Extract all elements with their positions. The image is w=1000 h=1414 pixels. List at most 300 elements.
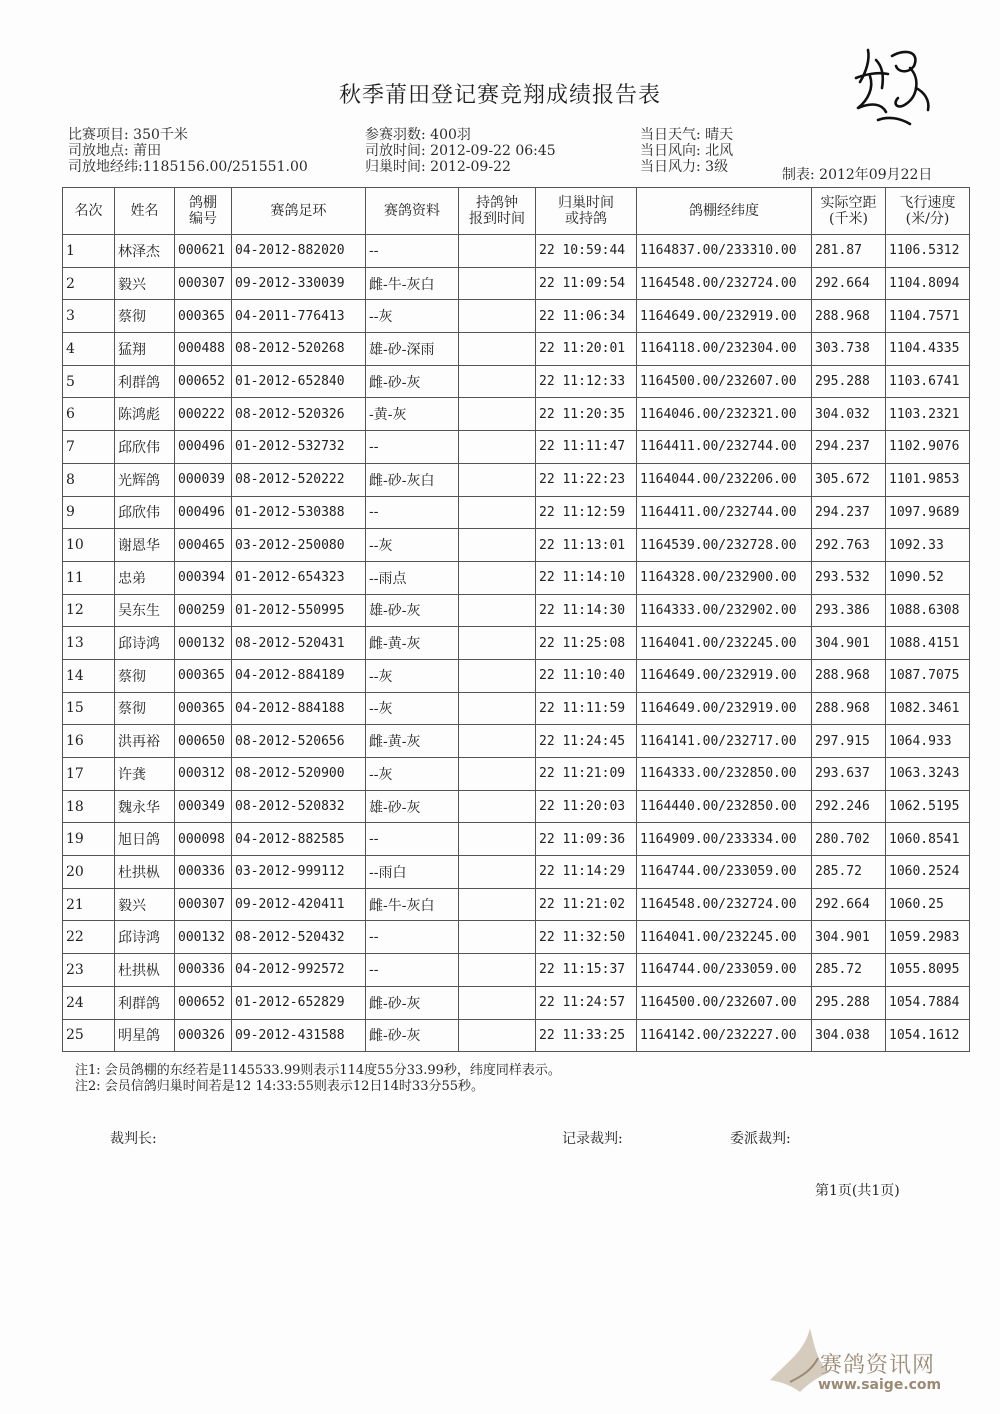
cell-distance: 304.032 [812, 398, 886, 431]
race-info-middle [365, 127, 556, 175]
cell-name: 洪再裕 [115, 725, 175, 758]
cell-rank: 14 [63, 659, 115, 692]
cell-rank: 3 [63, 300, 115, 333]
weather: 当日天气: 晴天 [640, 127, 734, 143]
cell-name: 陈鸿彪 [115, 398, 175, 431]
cell-loft-coordinates: 1164500.00/232607.00 [637, 986, 812, 1019]
cell-loft-coordinates: 1164744.00/233059.00 [637, 856, 812, 889]
cell-loft-id: 000222 [175, 398, 232, 431]
cell-ring-number: 01-2012-654323 [232, 561, 366, 594]
cell-arrival-time: 22 10:59:44 [536, 235, 637, 268]
header-clock-time-line: 持鸽钟 [476, 195, 518, 211]
cell-arrival-time: 22 11:21:09 [536, 758, 637, 791]
cell-clock-time [459, 659, 536, 692]
cell-distance: 305.672 [812, 463, 886, 496]
cell-ring-number: 08-2012-520900 [232, 758, 366, 791]
cell-pigeon-info: 雌-牛-灰白 [366, 267, 459, 300]
cell-clock-time [459, 823, 536, 856]
cell-clock-time [459, 921, 536, 954]
release-coordinates: 司放地经纬:1185156.00/251551.00 [68, 159, 308, 175]
cell-pigeon-info: --灰 [366, 758, 459, 791]
cell-rank: 22 [63, 921, 115, 954]
watermark-text: 赛鸽资讯网 [820, 1353, 936, 1378]
cell-loft-id: 000132 [175, 921, 232, 954]
cell-ring-number: 09-2012-420411 [232, 888, 366, 921]
cell-loft-coordinates: 1164333.00/232902.00 [637, 594, 812, 627]
cell-pigeon-info: 雄-砂-灰 [366, 790, 459, 823]
cell-speed: 1103.2321 [886, 398, 970, 431]
header-rank-line: 名次 [74, 203, 103, 219]
cell-ring-number: 03-2012-999112 [232, 856, 366, 889]
cell-speed: 1101.9853 [886, 463, 970, 496]
cell-arrival-time: 22 11:11:47 [536, 431, 637, 464]
cell-speed: 1064.933 [886, 725, 970, 758]
cell-ring-number: 08-2012-520832 [232, 790, 366, 823]
cell-distance: 288.968 [812, 692, 886, 725]
cell-rank: 12 [63, 594, 115, 627]
note-2: 注2: 会员信鸽归巢时间若是12 14:33:55则表示12日14时33分55秒。 [75, 1079, 485, 1094]
cell-arrival-time: 22 11:10:40 [536, 659, 637, 692]
cell-pigeon-info: 雌-砂-灰 [366, 1019, 459, 1052]
cell-loft-id: 000326 [175, 1019, 232, 1052]
cell-speed: 1104.8094 [886, 267, 970, 300]
cell-name: 邱欣伟 [115, 431, 175, 464]
cell-clock-time [459, 496, 536, 529]
table-row [63, 431, 970, 464]
release-time: 司放时间: 2012-09-22 06:45 [365, 143, 556, 159]
cell-name: 蔡彻 [115, 692, 175, 725]
cell-loft-id: 000621 [175, 235, 232, 268]
cell-rank: 16 [63, 725, 115, 758]
cell-ring-number: 01-2012-652840 [232, 365, 366, 398]
table-row [63, 561, 970, 594]
cell-clock-time [459, 627, 536, 660]
cell-arrival-time: 22 11:33:25 [536, 1019, 637, 1052]
cell-speed: 1106.5312 [886, 235, 970, 268]
table-row [63, 1019, 970, 1052]
cell-clock-time [459, 954, 536, 987]
cell-rank: 23 [63, 954, 115, 987]
entry-count: 参赛羽数: 400羽 [365, 127, 471, 143]
table-row [63, 856, 970, 889]
cell-name: 蔡彻 [115, 300, 175, 333]
table-row [63, 235, 970, 268]
table-row [63, 954, 970, 987]
cell-speed: 1059.2983 [886, 921, 970, 954]
table-row [63, 659, 970, 692]
cell-ring-number: 04-2012-884189 [232, 659, 366, 692]
cell-loft-id: 000336 [175, 856, 232, 889]
cell-speed: 1088.6308 [886, 594, 970, 627]
cell-distance: 294.237 [812, 496, 886, 529]
cell-loft-coordinates: 1164118.00/232304.00 [637, 333, 812, 366]
cell-ring-number: 09-2012-330039 [232, 267, 366, 300]
header-arrival-time-line: 归巢时间 [558, 195, 614, 211]
cell-ring-number: 03-2012-250080 [232, 529, 366, 562]
header-name [115, 188, 175, 235]
cell-rank: 18 [63, 790, 115, 823]
header-loft-coordinates-line: 鸽棚经纬度 [689, 203, 759, 219]
cell-distance: 292.763 [812, 529, 886, 562]
header-loft-coordinates [637, 188, 812, 235]
cell-loft-id: 000465 [175, 529, 232, 562]
table-row [63, 921, 970, 954]
cell-loft-id: 000307 [175, 888, 232, 921]
cell-arrival-time: 22 11:32:50 [536, 921, 637, 954]
table-row [63, 888, 970, 921]
cell-pigeon-info: --雨点 [366, 561, 459, 594]
cell-speed: 1060.25 [886, 888, 970, 921]
cell-name: 吴东生 [115, 594, 175, 627]
cell-name: 毅兴 [115, 267, 175, 300]
cell-clock-time [459, 725, 536, 758]
cell-loft-id: 000349 [175, 790, 232, 823]
cell-loft-id: 000652 [175, 986, 232, 1019]
cell-pigeon-info: --灰 [366, 529, 459, 562]
cell-distance: 293.386 [812, 594, 886, 627]
table-row [63, 365, 970, 398]
cell-distance: 280.702 [812, 823, 886, 856]
record-referee-label: 记录裁判: [562, 1131, 623, 1147]
table-row [63, 692, 970, 725]
cell-loft-coordinates: 1164548.00/232724.00 [637, 888, 812, 921]
header-distance [812, 188, 886, 235]
cell-loft-coordinates: 1164539.00/232728.00 [637, 529, 812, 562]
cell-loft-coordinates: 1164328.00/232900.00 [637, 561, 812, 594]
header-loft-id-line: 鸽棚 [189, 195, 217, 211]
header-pigeon-info [366, 188, 459, 235]
cell-loft-id: 000496 [175, 431, 232, 464]
cell-arrival-time: 22 11:14:10 [536, 561, 637, 594]
header-arrival-time [536, 188, 637, 235]
cell-arrival-time: 22 11:09:54 [536, 267, 637, 300]
cell-name: 林泽杰 [115, 235, 175, 268]
cell-arrival-time: 22 11:06:34 [536, 300, 637, 333]
cell-clock-time [459, 561, 536, 594]
cell-arrival-time: 22 11:14:30 [536, 594, 637, 627]
cell-loft-coordinates: 1164411.00/232744.00 [637, 431, 812, 464]
cell-loft-coordinates: 1164141.00/232717.00 [637, 725, 812, 758]
cell-pigeon-info: --灰 [366, 300, 459, 333]
cell-rank: 2 [63, 267, 115, 300]
cell-arrival-time: 22 11:20:35 [536, 398, 637, 431]
cell-distance: 294.237 [812, 431, 886, 464]
table-row [63, 725, 970, 758]
cell-speed: 1060.2524 [886, 856, 970, 889]
cell-distance: 293.532 [812, 561, 886, 594]
cell-name: 杜拱枞 [115, 856, 175, 889]
cell-ring-number: 08-2012-520431 [232, 627, 366, 660]
race-info-left [68, 127, 308, 175]
cell-clock-time [459, 333, 536, 366]
cell-arrival-time: 22 11:14:29 [536, 856, 637, 889]
header-pigeon-info-line: 赛鸽资料 [384, 203, 440, 219]
cell-name: 旭日鸽 [115, 823, 175, 856]
cell-arrival-time: 22 11:09:36 [536, 823, 637, 856]
cell-arrival-time: 22 11:22:23 [536, 463, 637, 496]
cell-ring-number: 08-2012-520326 [232, 398, 366, 431]
cell-rank: 20 [63, 856, 115, 889]
cell-arrival-time: 22 11:24:45 [536, 725, 637, 758]
table-row [63, 823, 970, 856]
cell-name: 许龚 [115, 758, 175, 791]
cell-pigeon-info: 雄-砂-深雨 [366, 333, 459, 366]
table-row [63, 790, 970, 823]
cell-name: 邱诗鸿 [115, 627, 175, 660]
cell-loft-id: 000365 [175, 692, 232, 725]
cell-rank: 9 [63, 496, 115, 529]
report-title: 秋季莆田登记赛竞翔成绩报告表 [338, 83, 661, 108]
cell-speed: 1087.7075 [886, 659, 970, 692]
results-table [62, 187, 970, 1052]
cell-ring-number: 04-2012-992572 [232, 954, 366, 987]
cell-loft-id: 000488 [175, 333, 232, 366]
tabulation-date: 制表: 2012年09月22日 [782, 167, 933, 183]
cell-speed: 1104.7571 [886, 300, 970, 333]
cell-loft-coordinates: 1164500.00/232607.00 [637, 365, 812, 398]
header-loft-id-line: 编号 [189, 211, 217, 227]
cell-arrival-time: 22 11:20:03 [536, 790, 637, 823]
cell-speed: 1060.8541 [886, 823, 970, 856]
header-distance-line: 实际空距 [820, 195, 877, 211]
cell-loft-coordinates: 1164044.00/232206.00 [637, 463, 812, 496]
header-speed-line: 飞行速度 [899, 195, 956, 211]
cell-pigeon-info: 雌-砂-灰白 [366, 463, 459, 496]
table-body [63, 235, 970, 1052]
cell-rank: 8 [63, 463, 115, 496]
cell-rank: 7 [63, 431, 115, 464]
page-number: 第1页(共1页) [815, 1183, 900, 1199]
cell-name: 忠弟 [115, 561, 175, 594]
cell-pigeon-info: 雌-砂-灰 [366, 365, 459, 398]
cell-speed: 1088.4151 [886, 627, 970, 660]
handwritten-signature [848, 38, 938, 133]
table-header-row [63, 188, 970, 235]
cell-clock-time [459, 300, 536, 333]
table-row [63, 758, 970, 791]
release-place: 司放地点: 莆田 [68, 143, 162, 159]
header-ring-number [232, 188, 366, 235]
table-row [63, 333, 970, 366]
cell-ring-number: 04-2012-882020 [232, 235, 366, 268]
watermark-url: www.saige.com [818, 1377, 942, 1393]
cell-arrival-time: 22 11:20:01 [536, 333, 637, 366]
cell-name: 利群鸽 [115, 986, 175, 1019]
cell-arrival-time: 22 11:12:33 [536, 365, 637, 398]
cell-ring-number: 01-2012-652829 [232, 986, 366, 1019]
cell-distance: 304.038 [812, 1019, 886, 1052]
cell-distance: 281.87 [812, 235, 886, 268]
notes [75, 1063, 561, 1095]
cell-loft-id: 000312 [175, 758, 232, 791]
cell-arrival-time: 22 11:24:57 [536, 986, 637, 1019]
header-speed-line: (米/分) [905, 211, 950, 227]
cell-name: 邱欣伟 [115, 496, 175, 529]
cell-rank: 6 [63, 398, 115, 431]
cell-pigeon-info: --灰 [366, 659, 459, 692]
cell-rank: 21 [63, 888, 115, 921]
cell-name: 魏永华 [115, 790, 175, 823]
cell-distance: 295.288 [812, 365, 886, 398]
header-distance-line: (千米) [829, 211, 868, 227]
cell-clock-time [459, 594, 536, 627]
cell-ring-number: 01-2012-530388 [232, 496, 366, 529]
cell-speed: 1082.3461 [886, 692, 970, 725]
table-row [63, 529, 970, 562]
cell-rank: 24 [63, 986, 115, 1019]
cell-loft-coordinates: 1164440.00/232850.00 [637, 790, 812, 823]
chief-referee-label: 裁判长: [110, 1131, 157, 1147]
cell-distance: 293.637 [812, 758, 886, 791]
cell-speed: 1054.7884 [886, 986, 970, 1019]
table-row [63, 986, 970, 1019]
cell-distance: 304.901 [812, 921, 886, 954]
cell-clock-time [459, 856, 536, 889]
cell-name: 邱诗鸿 [115, 921, 175, 954]
cell-loft-id: 000652 [175, 365, 232, 398]
cell-distance: 297.915 [812, 725, 886, 758]
cell-loft-coordinates: 1164744.00/233059.00 [637, 954, 812, 987]
cell-loft-id: 000650 [175, 725, 232, 758]
cell-pigeon-info: -- [366, 921, 459, 954]
cell-clock-time [459, 365, 536, 398]
race-info-right [640, 127, 733, 175]
cell-clock-time [459, 463, 536, 496]
cell-speed: 1063.3243 [886, 758, 970, 791]
cell-pigeon-info: 雄-砂-灰 [366, 594, 459, 627]
return-date: 归巢时间: 2012-09-22 [365, 159, 511, 175]
cell-pigeon-info: 雌-砂-灰 [366, 986, 459, 1019]
cell-distance: 285.72 [812, 954, 886, 987]
cell-clock-time [459, 790, 536, 823]
assigned-referee-label: 委派裁判: [730, 1131, 791, 1147]
cell-clock-time [459, 431, 536, 464]
cell-rank: 15 [63, 692, 115, 725]
cell-loft-coordinates: 1164548.00/232724.00 [637, 267, 812, 300]
cell-distance: 303.738 [812, 333, 886, 366]
cell-pigeon-info: 雌-牛-灰白 [366, 888, 459, 921]
cell-pigeon-info: -- [366, 431, 459, 464]
cell-speed: 1054.1612 [886, 1019, 970, 1052]
cell-ring-number: 08-2012-520656 [232, 725, 366, 758]
cell-clock-time [459, 267, 536, 300]
cell-speed: 1103.6741 [886, 365, 970, 398]
cell-name: 谢恩华 [115, 529, 175, 562]
cell-arrival-time: 22 11:13:01 [536, 529, 637, 562]
cell-distance: 295.288 [812, 986, 886, 1019]
cell-pigeon-info: -- [366, 823, 459, 856]
cell-loft-id: 000098 [175, 823, 232, 856]
cell-speed: 1055.8095 [886, 954, 970, 987]
cell-clock-time [459, 1019, 536, 1052]
cell-rank: 11 [63, 561, 115, 594]
table-row [63, 300, 970, 333]
race-distance: 比赛项目: 350千米 [68, 127, 188, 143]
cell-pigeon-info: 雌-黄-灰 [366, 725, 459, 758]
cell-clock-time [459, 758, 536, 791]
table-row [63, 267, 970, 300]
cell-distance: 288.968 [812, 659, 886, 692]
cell-pigeon-info: -- [366, 235, 459, 268]
header-ring-number-line: 赛鸽足环 [270, 203, 327, 219]
cell-name: 毅兴 [115, 888, 175, 921]
cell-clock-time [459, 398, 536, 431]
cell-distance: 292.664 [812, 267, 886, 300]
cell-ring-number: 08-2012-520268 [232, 333, 366, 366]
header-speed [886, 188, 970, 235]
header-name-line: 姓名 [130, 203, 159, 219]
cell-pigeon-info: --灰 [366, 692, 459, 725]
cell-rank: 5 [63, 365, 115, 398]
cell-loft-coordinates: 1164909.00/233334.00 [637, 823, 812, 856]
cell-clock-time [459, 529, 536, 562]
cell-distance: 304.901 [812, 627, 886, 660]
cell-loft-id: 000307 [175, 267, 232, 300]
cell-rank: 17 [63, 758, 115, 791]
cell-clock-time [459, 235, 536, 268]
cell-pigeon-info: -- [366, 496, 459, 529]
cell-pigeon-info: --雨白 [366, 856, 459, 889]
cell-loft-id: 000039 [175, 463, 232, 496]
cell-rank: 10 [63, 529, 115, 562]
cell-name: 光辉鸽 [115, 463, 175, 496]
cell-arrival-time: 22 11:15:37 [536, 954, 637, 987]
cell-ring-number: 04-2011-776413 [232, 300, 366, 333]
cell-loft-coordinates: 1164041.00/232245.00 [637, 921, 812, 954]
cell-distance: 292.246 [812, 790, 886, 823]
cell-loft-id: 000336 [175, 954, 232, 987]
cell-ring-number: 04-2012-882585 [232, 823, 366, 856]
header-rank [63, 188, 115, 235]
cell-ring-number: 08-2012-520432 [232, 921, 366, 954]
table-row [63, 627, 970, 660]
cell-loft-coordinates: 1164649.00/232919.00 [637, 300, 812, 333]
cell-loft-id: 000259 [175, 594, 232, 627]
header-arrival-time-line: 或持鸽 [565, 211, 607, 227]
cell-rank: 25 [63, 1019, 115, 1052]
cell-distance: 285.72 [812, 856, 886, 889]
cell-distance: 288.968 [812, 300, 886, 333]
cell-clock-time [459, 888, 536, 921]
cell-ring-number: 01-2012-550995 [232, 594, 366, 627]
cell-rank: 19 [63, 823, 115, 856]
cell-name: 明星鸽 [115, 1019, 175, 1052]
cell-loft-coordinates: 1164649.00/232919.00 [637, 659, 812, 692]
cell-ring-number: 01-2012-532732 [232, 431, 366, 464]
cell-clock-time [459, 986, 536, 1019]
cell-speed: 1092.33 [886, 529, 970, 562]
wind-force: 当日风力: 3级 [640, 159, 729, 175]
wind-direction: 当日风向: 北风 [640, 143, 734, 159]
cell-loft-coordinates: 1164041.00/232245.00 [637, 627, 812, 660]
note-1: 注1: 会员鸽棚的东经若是1145533.99则表示114度55分33.99秒，纬度同样表示。 [75, 1063, 561, 1078]
header-loft-id [175, 188, 232, 235]
cell-pigeon-info: -- [366, 954, 459, 987]
cell-arrival-time: 22 11:11:59 [536, 692, 637, 725]
cell-ring-number: 08-2012-520222 [232, 463, 366, 496]
cell-speed: 1090.52 [886, 561, 970, 594]
table-row [63, 398, 970, 431]
cell-speed: 1104.4335 [886, 333, 970, 366]
cell-speed: 1097.9689 [886, 496, 970, 529]
cell-ring-number: 04-2012-884188 [232, 692, 366, 725]
cell-loft-coordinates: 1164046.00/232321.00 [637, 398, 812, 431]
cell-loft-coordinates: 1164333.00/232850.00 [637, 758, 812, 791]
cell-arrival-time: 22 11:12:59 [536, 496, 637, 529]
cell-name: 猛翔 [115, 333, 175, 366]
cell-loft-id: 000365 [175, 300, 232, 333]
cell-loft-coordinates: 1164837.00/233310.00 [637, 235, 812, 268]
